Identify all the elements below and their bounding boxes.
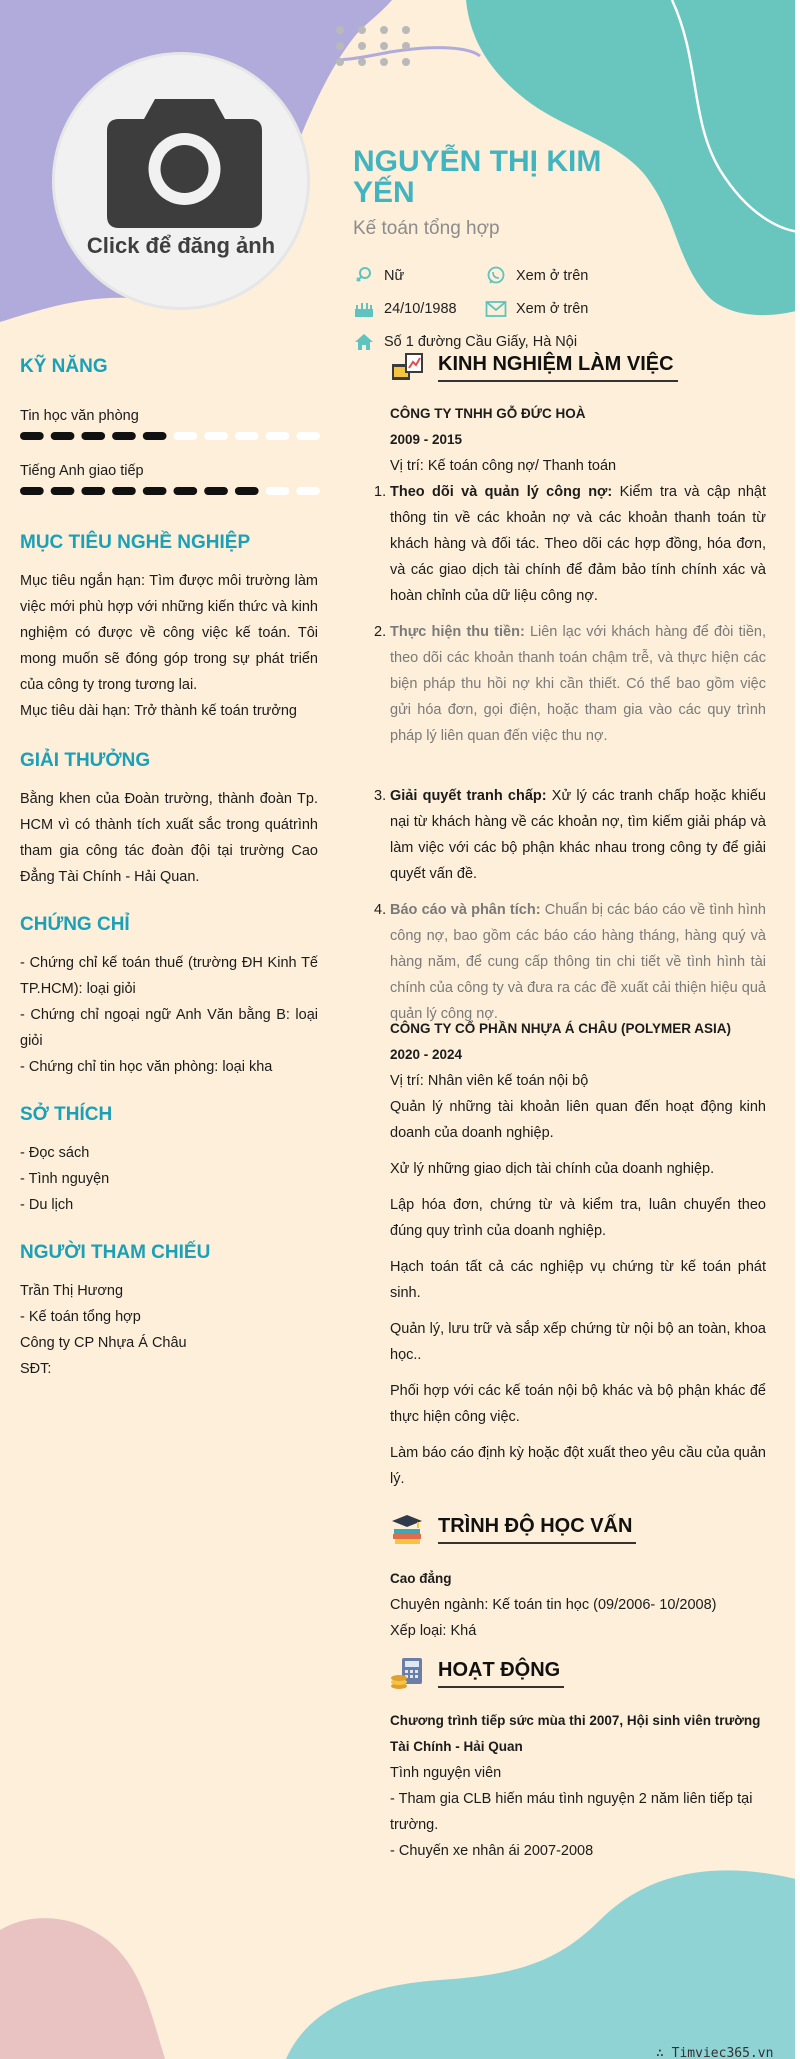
experience-title: KINH NGHIỆM LÀM VIỆC: [438, 353, 678, 382]
duty-item: [374, 619, 766, 749]
objective-long-term: Mục tiêu dài hạn: Trở thành kế toán trưởng: [20, 703, 297, 719]
job-position: Vị trí: Nhân viên kế toán nội bộ: [390, 1073, 589, 1089]
job-title: Kế toán tổng hợp: [353, 218, 500, 239]
skill-label: Tiếng Anh giao tiếp: [20, 463, 144, 479]
skill-segment-filled: [20, 487, 44, 495]
pink-bottom-blob: [0, 1918, 165, 2059]
education-body: [390, 1566, 766, 1644]
references-title: NGƯỜI THAM CHIẾU: [20, 1242, 211, 1263]
skill-segment-filled: [174, 487, 198, 495]
calculator-coins-icon: [390, 1656, 424, 1690]
education-rank: Xếp loại: Khá: [390, 1623, 477, 1639]
job-paragraph: Xử lý những giao dịch tài chính của doanh nghiệp.: [390, 1161, 715, 1177]
reference-line: Công ty CP Nhựa Á Châu: [20, 1335, 187, 1351]
duty-head: Theo dõi và quản lý công nợ:: [390, 484, 613, 500]
duty-number: 2.: [374, 624, 387, 640]
birthday-value: 24/10/1988: [384, 301, 457, 317]
gender-icon: [353, 266, 375, 286]
duty-head: Báo cáo và phân tích:: [390, 902, 541, 918]
skill-segment-empty: [296, 487, 320, 495]
gender-value: Nữ: [384, 268, 405, 284]
skill-segment-empty: [235, 432, 259, 440]
duty-number: 3.: [374, 788, 387, 804]
skill-segment-filled: [235, 487, 259, 495]
watermark: [656, 2046, 773, 2059]
awards-section: [20, 750, 318, 890]
cake-icon: [353, 299, 375, 319]
skill-segment-empty: [296, 432, 320, 440]
activity-name: Chương trình tiếp sức mùa thi 2007, Hội sinh viên trường Tài Chính - Hải Quan: [390, 1713, 761, 1754]
job-paragraph: Lập hóa đơn, chứng từ và kiểm tra, luân chuyển theo đúng quy trình của doanh nghiệp.: [390, 1197, 766, 1239]
objective-title: MỤC TIÊU NGHỀ NGHIỆP: [20, 532, 251, 553]
duty-number: 1.: [374, 484, 387, 500]
job-paragraph: Quản lý những tài khoản liên quan đến hoạt động kinh doanh của doanh nghiệp.: [390, 1099, 766, 1141]
education-degree: Cao đẳng: [390, 1571, 452, 1586]
skill-segment-empty: [174, 432, 198, 440]
skill-segment-empty: [266, 432, 290, 440]
hobby-item: - Tình nguyện: [20, 1171, 110, 1187]
skill-segment-filled: [81, 487, 105, 495]
duty-text: Chuẩn bị các báo cáo về tình hình công nợ, bao gồm các báo cáo hàng tháng, hàng quý và hàng năm, để cung cấp thông tin chi tiết về tình hình tài chính của công ty và đưa ra các đề xuất cải thiện hiệu quả quản lý công nợ.: [390, 902, 766, 1022]
skill-bar: [20, 485, 320, 497]
references-section: [20, 1242, 318, 1382]
skill-segment-filled: [204, 487, 228, 495]
skill-segment-filled: [51, 432, 75, 440]
certificates-section: [20, 914, 318, 1080]
skill-label: Tin học văn phòng: [20, 408, 139, 424]
awards-title: GIẢI THƯỞNG: [20, 750, 151, 771]
address-value: Số 1 đường Cầu Giấy, Hà Nội: [384, 334, 578, 350]
job-paragraph: Quản lý, lưu trữ và sắp xếp chứng từ nội bộ an toàn, khoa học..: [390, 1321, 766, 1363]
hobby-item: - Du lịch: [20, 1197, 74, 1213]
skill-segment-filled: [143, 432, 167, 440]
skill-segment-filled: [81, 432, 105, 440]
address-row: [353, 332, 577, 352]
job-paragraph: Phối hợp với các kế toán nội bộ khác và bộ phận khác để thực hiện công việc.: [390, 1383, 766, 1425]
gender-row: [353, 266, 404, 286]
skill-segment-empty: [266, 487, 290, 495]
company-name: CÔNG TY CỔ PHẦN NHỰA Á CHÂU (POLYMER ASIA): [390, 1021, 731, 1036]
activities-header: [390, 1656, 564, 1690]
phone-value: Xem ở trên: [516, 268, 589, 284]
education-header: [390, 1512, 636, 1546]
briefcase-chart-icon: [390, 350, 424, 384]
watermark-text: Timviec365.vn: [671, 2046, 774, 2059]
skills-section: [20, 356, 318, 518]
envelope-icon: [485, 299, 507, 319]
duty-text: Liên lạc với khách hàng để đòi tiền, theo dõi các khoản thanh toán chậm trễ, và thực hiện các biện pháp thu hồi nợ khi cần thiết. Có thể bao gồm việc gửi hóa đơn, gọi điện, hoặc tham gia vào các quy trình pháp lý liên quan đến việc thu nợ.: [390, 624, 766, 744]
skill-segment-filled: [112, 432, 136, 440]
hobbies-title: SỞ THÍCH: [20, 1104, 113, 1125]
watermark-icon: ∴: [656, 2046, 672, 2059]
certificate-item: - Chứng chỉ kế toán thuế (trường ĐH Kinh Tế TP.HCM): loại giỏi: [20, 955, 318, 997]
activity-role: Tình nguyện viên: [390, 1765, 502, 1781]
skill-segment-filled: [51, 487, 75, 495]
skill-segment-filled: [20, 432, 44, 440]
duty-text: Kiểm tra và cập nhật thông tin về các khoản nợ và các khoản thanh toán từ khách hàng và đối tác. Theo dõi các hợp đồng, hóa đơn, và các giao dịch tài chính để đảm bảo tính chính xác và hoàn chỉnh của dữ liệu công nợ.: [390, 484, 766, 604]
phone-row: [485, 266, 588, 286]
certificates-title: CHỨNG CHỈ: [20, 914, 130, 935]
birthday-row: [353, 299, 457, 319]
company-name: CÔNG TY TNHH GỖ ĐỨC HOÀ: [390, 406, 586, 421]
education-major: Chuyên ngành: Kế toán tin học (09/2006- 10/2008): [390, 1597, 717, 1613]
avatar-upload[interactable]: [52, 52, 310, 310]
job-period: 2020 - 2024: [390, 1047, 463, 1062]
reference-line: Trần Thị Hương: [20, 1283, 124, 1299]
job-position: Vị trí: Kế toán công nợ/ Thanh toán: [390, 458, 617, 474]
teal-bottom-blob: [286, 1870, 800, 2059]
certificate-item: - Chứng chỉ tin học văn phòng: loại kha: [20, 1059, 273, 1075]
experience-header: [390, 350, 678, 384]
graduation-books-icon: [390, 1512, 424, 1546]
certificate-item: - Chứng chỉ ngoại ngữ Anh Văn bằng B: loại giỏi: [20, 1007, 318, 1049]
home-icon: [353, 332, 375, 352]
duty-text: Xử lý các tranh chấp hoặc khiếu nại từ khách hàng về các khoản nợ, tìm kiếm giải pháp và làm việc với các bộ phận khác nhau trong công ty để giải quyết vấn đề.: [390, 788, 766, 882]
activities-title: HOẠT ĐỘNG: [438, 1659, 564, 1688]
duty-number: 4.: [374, 902, 387, 918]
reference-line: SĐT:: [20, 1361, 52, 1377]
skill-segment-empty: [204, 432, 228, 440]
email-row: [485, 299, 588, 319]
skills-title: KỸ NĂNG: [20, 356, 108, 377]
duty-head: Thực hiện thu tiền:: [390, 624, 525, 640]
duty-list: [374, 479, 766, 1027]
reference-line: - Kế toán tổng hợp: [20, 1309, 141, 1325]
candidate-name: NGUYỄN THỊ KIM YẾN: [353, 145, 602, 209]
activities-body: [390, 1708, 766, 1864]
activity-item: - Tham gia CLB hiến máu tình nguyện 2 năm liên tiếp tại trường.: [390, 1791, 753, 1833]
camera-icon: [107, 93, 262, 228]
education-title: TRÌNH ĐỘ HỌC VẤN: [438, 1515, 636, 1544]
job-paragraph: Hạch toán tất cả các nghiệp vụ chứng từ kế toán phát sinh.: [390, 1259, 766, 1301]
duty-head: Giải quyết tranh chấp:: [390, 788, 547, 804]
phone-icon: [485, 266, 507, 286]
experience-job-1: [374, 401, 766, 1037]
job-period: 2009 - 2015: [390, 432, 463, 447]
duty-item: [374, 783, 766, 887]
hobbies-section: [20, 1104, 318, 1218]
skill-bar: [20, 430, 320, 442]
email-value: Xem ở trên: [516, 301, 589, 317]
duty-item: [374, 479, 766, 609]
objective-section: [20, 532, 318, 724]
avatar-upload-label: Click để đăng ảnh: [86, 233, 276, 258]
duty-item: [374, 897, 766, 1027]
skill-segment-filled: [143, 487, 167, 495]
skill-segment-filled: [112, 487, 136, 495]
right-edge-strip: [795, 0, 800, 2059]
experience-job-2: [390, 1016, 766, 1502]
activity-item: - Chuyến xe nhân ái 2007-2008: [390, 1843, 594, 1859]
hobby-item: - Đọc sách: [20, 1145, 90, 1161]
awards-text: Bằng khen của Đoàn trường, thành đoàn Tp. HCM vì có thành tích xuất sắc trong quátrình tham gia công tác đoàn đội tại trường Cao Đẳng Tài Chính - Hải Quan.: [20, 791, 318, 885]
objective-short-term: Mục tiêu ngắn hạn: Tìm được môi trường làm việc mới phù hợp với những kiến thức và kinh nghiệm có được về công việc kế toán. Tôi mong muốn sẽ đóng góp trong sự phát triển của công ty trong tương lai.: [20, 573, 318, 693]
job-paragraph: Làm báo cáo định kỳ hoặc đột xuất theo yêu cầu của quản lý.: [390, 1445, 766, 1487]
